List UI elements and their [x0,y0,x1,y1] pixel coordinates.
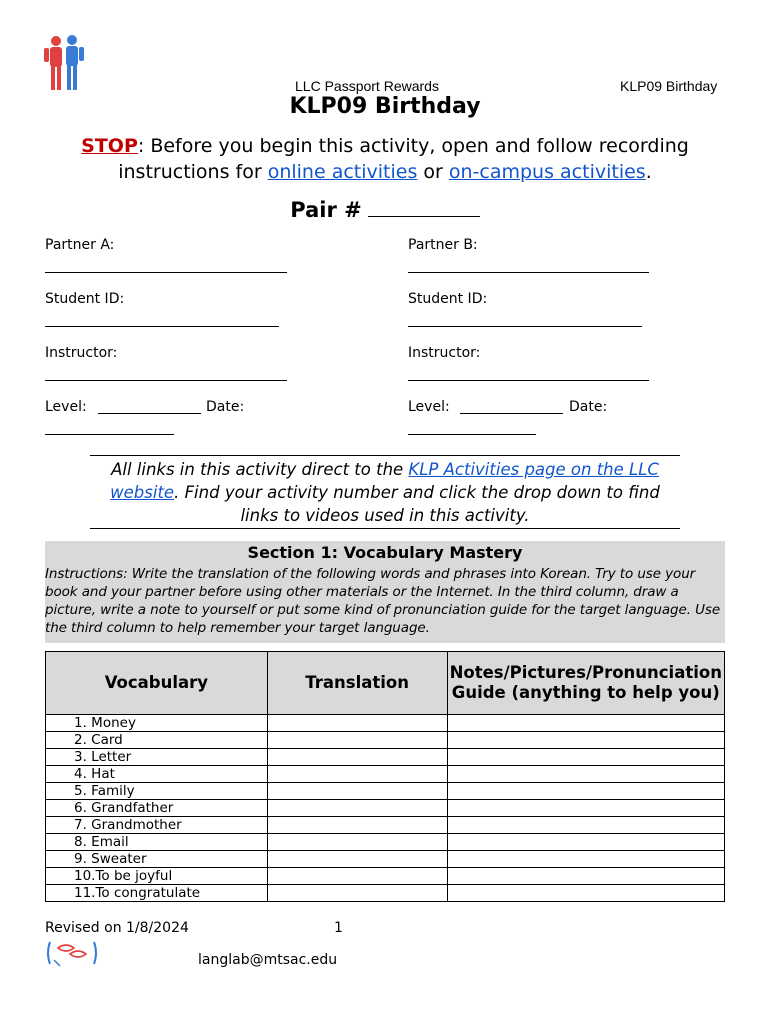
on-campus-activities-link[interactable]: on-campus activities [448,161,646,183]
notes-cell[interactable] [447,868,724,885]
notes-cell[interactable] [447,817,724,834]
date-b-line[interactable] [408,434,536,435]
notes-cell[interactable] [447,766,724,783]
header-vocabulary: Vocabulary [46,652,268,715]
vocab-cell: 11.To congratulate [46,885,268,902]
date-b-label: Date: [569,399,608,415]
translation-cell[interactable] [267,885,447,902]
pair-label: Pair # [290,198,362,222]
translation-cell[interactable] [267,715,447,732]
translation-cell[interactable] [267,783,447,800]
translation-cell[interactable] [267,851,447,868]
pair-blank[interactable] [368,196,480,217]
vocab-cell: 3. Letter [46,749,268,766]
header-notes: Notes/Pictures/Pronunciation Guide (anything to help you) [447,652,724,715]
table-row [46,851,725,868]
section-title: Section 1: Vocabulary Mastery [247,543,523,562]
header-translation: Translation [267,652,447,715]
notes-cell[interactable] [447,834,724,851]
level-b-line[interactable] [460,413,563,414]
table-row [46,749,725,766]
partner-b-line[interactable] [408,272,649,273]
instructor-a-label: Instructor: [45,345,118,361]
student-id-b-label: Student ID: [408,291,488,307]
translation-cell[interactable] [267,817,447,834]
vocab-cell: 6. Grandfather [46,800,268,817]
table-row [46,885,725,902]
vocab-cell: 10.To be joyful [46,868,268,885]
translation-cell[interactable] [267,749,447,766]
table-row [46,834,725,851]
notes-cell[interactable] [447,851,724,868]
notes-cell[interactable] [447,885,724,902]
section-box [45,541,725,643]
level-a-line[interactable] [98,413,201,414]
instructor-a-line[interactable] [45,380,287,381]
partner-a-label: Partner A: [45,237,115,253]
date-a-line[interactable] [45,434,174,435]
translation-cell[interactable] [267,766,447,783]
vocab-cell: 7. Grandmother [46,817,268,834]
notes-cell[interactable] [447,715,724,732]
header-right: KLP09 Birthday [620,78,718,94]
klp-activities-link[interactable]: KLP Activities page on the LLC website [110,460,659,502]
instructor-b-line[interactable] [408,380,649,381]
page-number: 1 [334,920,343,936]
translation-cell[interactable] [267,834,447,851]
translation-cell[interactable] [267,868,447,885]
links-note-text-2: . Find your activity number and click the drop down to find links to videos used in this activity. [174,483,660,525]
language-lab-logo [44,938,100,968]
pair-number [0,196,770,222]
vocab-cell: 9. Sweater [46,851,268,868]
vocab-cell: 5. Family [46,783,268,800]
notes-cell[interactable] [447,800,724,817]
vocab-cell: 4. Hat [46,766,268,783]
date-a-label: Date: [206,399,245,415]
stop-label: STOP [81,135,138,157]
table-row [46,715,725,732]
student-id-a-line[interactable] [45,326,279,327]
level-a-label: Level: [45,399,87,415]
links-note [90,455,680,529]
vocabulary-table [45,651,725,902]
translation-cell[interactable] [267,800,447,817]
student-id-b-line[interactable] [408,326,642,327]
table-row [46,783,725,800]
stop-text-1: : Before you begin this activity, open and follow recording instructions for [118,135,689,183]
notes-cell[interactable] [447,732,724,749]
contact-email[interactable]: langlab@mtsac.edu [198,952,338,968]
level-b-label: Level: [408,399,450,415]
vocab-cell: 1. Money [46,715,268,732]
header-left: LLC Passport Rewards [295,78,439,94]
links-note-text-1: All links in this activity direct to the [111,460,409,479]
table-header-row [46,652,725,715]
stop-text-3: . [645,161,652,183]
table-row [46,868,725,885]
notes-cell[interactable] [447,749,724,766]
stop-notice [40,133,730,185]
vocab-cell: 2. Card [46,732,268,749]
vocab-cell: 8. Email [46,834,268,851]
partner-a-line[interactable] [45,272,287,273]
table-row [46,732,725,749]
online-activities-link[interactable]: online activities [267,161,418,183]
table-row [46,800,725,817]
partner-b-label: Partner B: [408,237,478,253]
translation-cell[interactable] [267,732,447,749]
revised-date: Revised on 1/8/2024 [45,920,189,936]
llc-people-logo [44,34,86,92]
table-row [46,766,725,783]
section-instructions: Instructions: Write the translation of the following words and phrases into Korean. Try to use your book and your partner before using other materials or the Internet. In the third column, draw a picture, write a note to yourself or put some kind of pronunciation guide for the target language. Use the third column to help remember your target language. [45,566,721,636]
student-id-a-label: Student ID: [45,291,125,307]
page-title: KLP09 Birthday [289,94,481,119]
notes-cell[interactable] [447,783,724,800]
instructor-b-label: Instructor: [408,345,481,361]
table-row [46,817,725,834]
stop-text-2: or [417,161,449,183]
